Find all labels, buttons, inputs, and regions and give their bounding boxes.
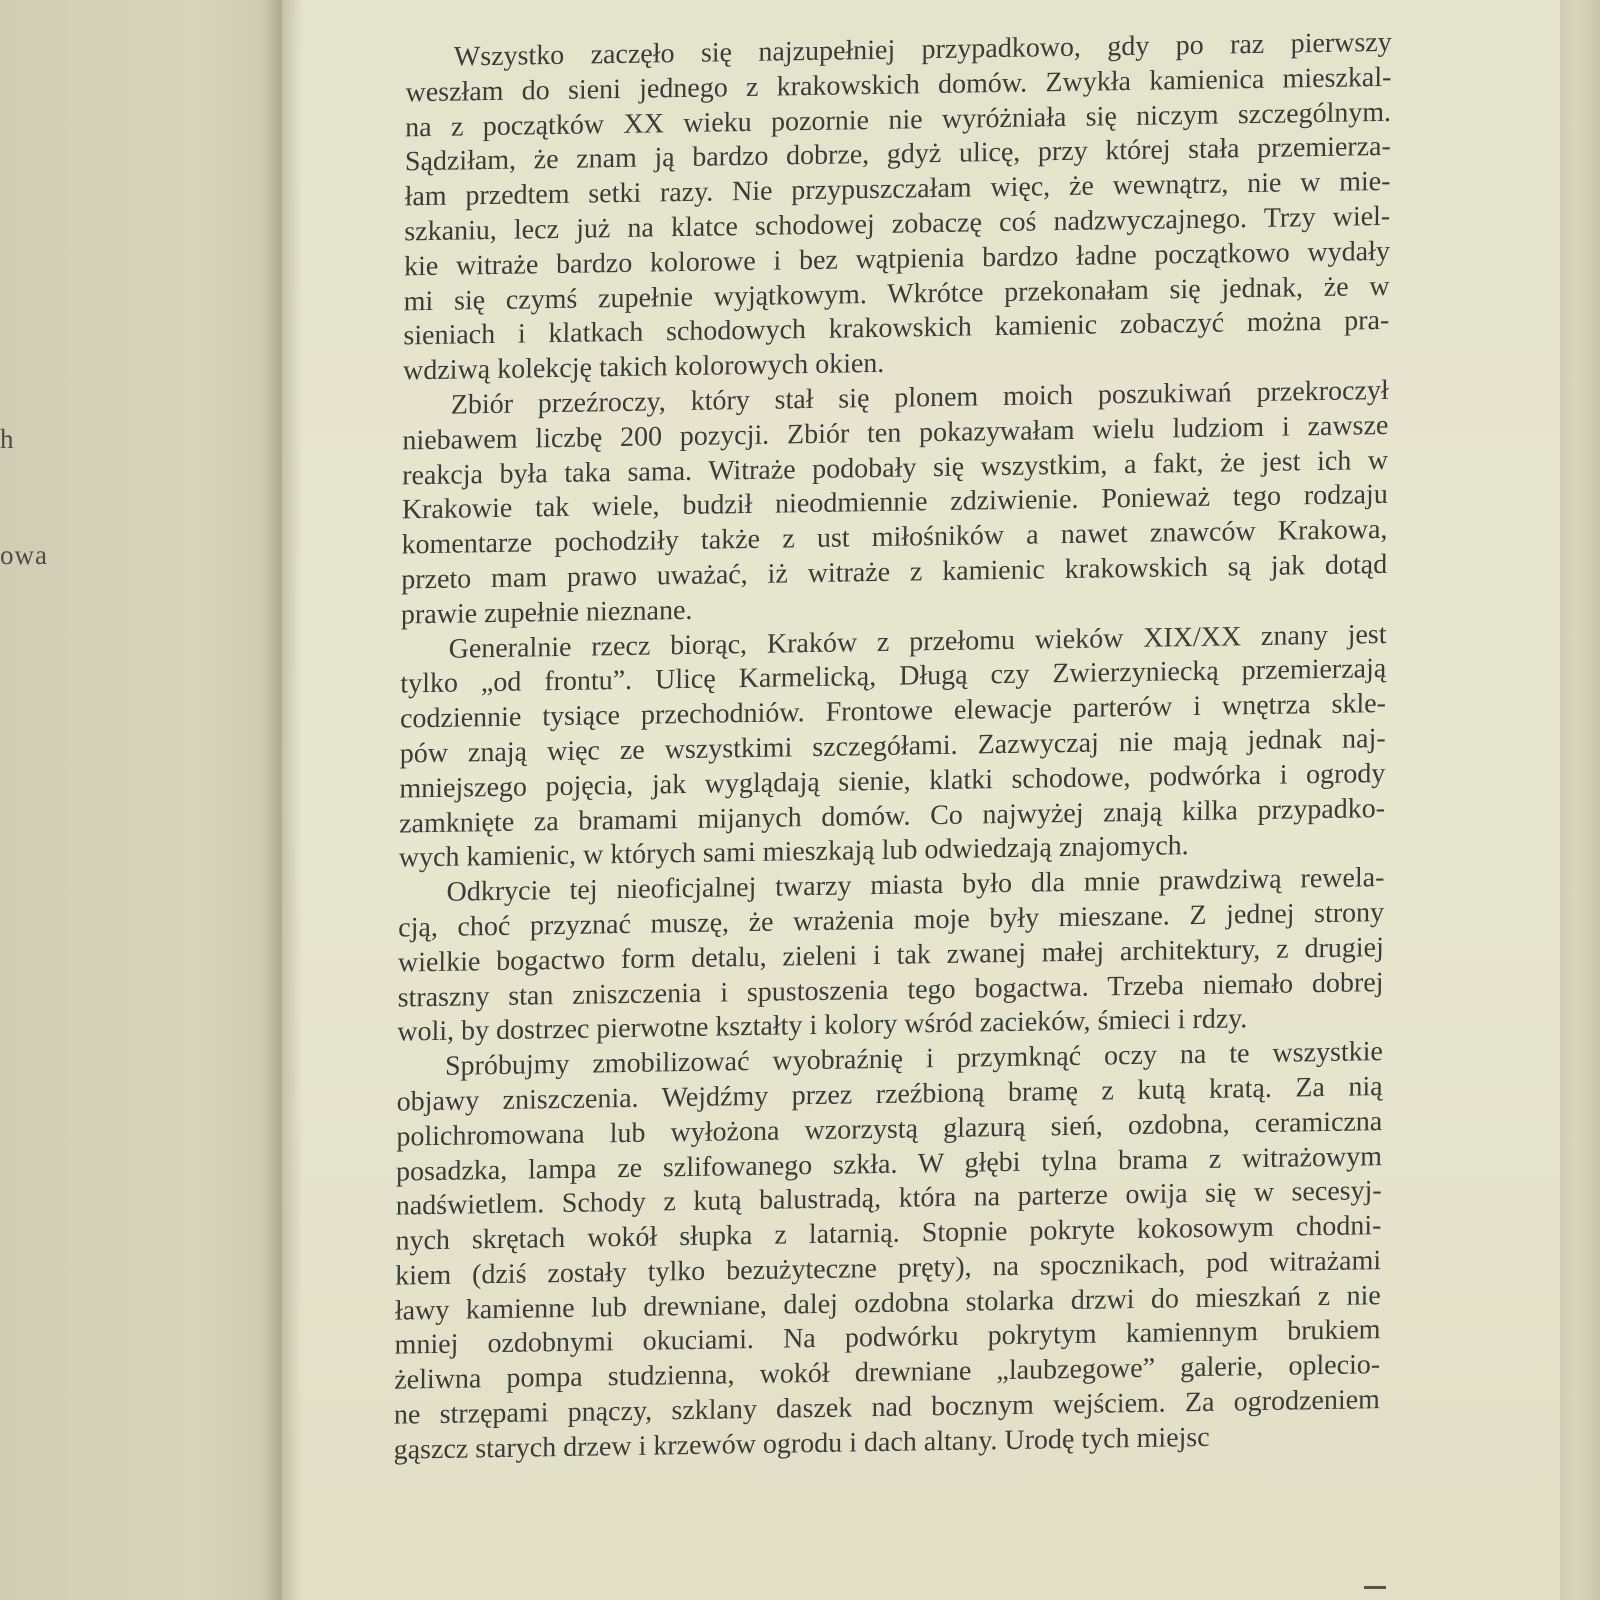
text-line: ne strzępami pnączy, szklany daszek nad bocznym wejściem. Za ogrodzeniem: [393, 1384, 1381, 1431]
text-line: gąszcz starych drzew i krzewów ogrodu i dach altany. Urodę tych miejsc: [393, 1421, 1210, 1466]
book-gutter: [262, 0, 302, 1600]
text-line: Generalnie rzecz biorąc, Kraków z przełomu wieków XIX/XX znany jest: [448, 618, 1387, 665]
text-line: prawie zupełnie nieznane.: [400, 594, 693, 631]
left-facing-page: [0, 0, 282, 1600]
text-line: ławy kamienne lub drewniane, dalej ozdobna stolarka drzwi do mieszkań z nie: [394, 1279, 1381, 1327]
left-page-fragment-1: h: [0, 424, 15, 454]
text-line: wielkie bogactwo form detalu, zieleni i tak zwanej małej architektury, z drugiej: [397, 931, 1384, 979]
text-line: cją, choć przyznać muszę, że wrażenia moje były mieszane. Z jednej strony: [398, 896, 1385, 944]
text-line: wdziwą kolekcję takich kolorowych okien.: [402, 348, 885, 387]
text-line: Odkrycie tej nieoficjalnej twarzy miasta było dla mnie prawdziwą rewela-: [446, 862, 1385, 908]
text-line: posadzka, lampa ze szlifowanego szkła. W głębi tylna brama z witrażowym: [395, 1140, 1383, 1188]
text-line: objawy zniszczenia. Wejdźmy przez rzeźbioną bramę z kutą kratą. Za nią: [396, 1070, 1383, 1118]
text-line: wych kamienic, w których sami mieszkają lub odwiedzają znajomych.: [398, 830, 1189, 874]
text-line: szkaniu, lecz już na klatce schodowej zobaczę coś nadzwyczajnego. Trzy wiel-: [404, 200, 1391, 248]
text-line: Spróbujmy zmobilizować wyobraźnię i przymknąć oczy na te wszystkie: [444, 1036, 1384, 1082]
text-line: codziennie tysiące przechodniów. Frontowe elewacje parterów i wnętrza skle-: [399, 688, 1387, 735]
paragraph: [353, 861, 1384, 1051]
text-line: zamknięte za bramami mijanych domów. Co najwyżej znają kilka przypadko-: [399, 792, 1386, 840]
left-page-fragment-2: owa: [0, 540, 48, 570]
paragraph: [355, 618, 1387, 878]
text-line: Sądziłam, że znam ją bardzo dobrze, gdyż ulicę, przy której stała przemierza-: [404, 131, 1391, 178]
text-line: przeto mam prawo uważać, iż witraże z kamienic krakowskich są jak dotąd: [401, 548, 1388, 596]
text-line: komentarze pochodziły także z ust miłośników a nawet znawców Krakowa,: [401, 514, 1388, 561]
text-line: reakcja była taka sama. Witraże podobały się wszystkim, a fakt, że jest ich w: [402, 444, 1389, 491]
text-line: żeliwna pompa studzienna, wokół drewniane „laubzegowe” galerie, oplecio-: [394, 1349, 1381, 1396]
text-line: Zbiór przeźroczy, który stał się plonem moich poszukiwań przekroczył: [450, 374, 1389, 421]
text-line: Krakowie tak wiele, budził nieodmiennie zdziwienie. Ponieważ tego rodzaju: [401, 479, 1388, 526]
text-line: mi się czymś zupełnie wyjątkowym. Wkrótce przekonałam się jednak, że w: [403, 270, 1390, 317]
text-line: straszny stan zniszczenia i spustoszenia tego bogactwa. Trzeba niemało dobrej: [397, 966, 1384, 1014]
text-line: polichromowana lub wyłożona wzorzystą glazurą sień, ozdobna, ceramiczna: [396, 1105, 1383, 1153]
text-line: woli, by dostrzec pierwotne kształty i kolory wśród zacieków, śmieci i rdzy.: [397, 1003, 1248, 1048]
text-line: kie witraże bardzo kolorowe i bez wątpienia bardzo ładne początkowo wydały: [403, 235, 1391, 283]
text-line: niebawem liczbę 200 pozycji. Zbiór ten pokazywałam wielu ludziom i zawsze: [402, 409, 1389, 457]
text-line: nadświetlem. Schody z kutą balustradą, która na parterze owija się w secesyj-: [395, 1175, 1382, 1222]
body-text: [350, 26, 1392, 1469]
text-line: kiem (dziś zostały tylko bezużyteczne pręty), na spocznikach, pod witrażami: [395, 1245, 1382, 1292]
text-line: tylko „od frontu”. Ulicę Karmelicką, Długą czy Zwierzyniecką przemierzają: [400, 653, 1387, 700]
paragraph: [350, 1035, 1384, 1469]
page-number-mark: [1364, 1586, 1386, 1589]
paragraph: [359, 26, 1392, 390]
text-line: mniejszego pojęcia, jak wyglądają sienie, klatki schodowe, podwórka i ogrody: [399, 757, 1386, 805]
text-line: nych skrętach wokół słupka z latarnią. Stopnie pokryte kokosowym chodni-: [395, 1210, 1382, 1257]
text-line: łam przedtem setki razy. Nie przypuszczałam więc, że wewnątrz, nie w mie-: [404, 166, 1391, 213]
paragraph: [357, 374, 1389, 634]
text-line: na z początków XX wieku pozornie nie wyróżniała się niczym szczególnym.: [405, 96, 1392, 143]
text-line: mniej ozdobnymi okuciami. Na podwórku pokrytym kamiennym brukiem: [394, 1314, 1381, 1362]
page-edge: [1560, 0, 1600, 1600]
text-line: Wszystko zaczęło się najzupełniej przypadkowo, gdy po raz pierwszy: [453, 26, 1392, 73]
text-line: sieniach i klatkach schodowych krakowskich kamienic zobaczyć można pra-: [403, 305, 1390, 352]
text-line: pów znają więc ze wszystkimi szczegółami. Zazwyczaj nie mają jednak naj-: [399, 722, 1386, 770]
text-line: weszłam do sieni jednego z krakowskich domów. Zwykła kamienica mieszkal-: [405, 61, 1392, 109]
